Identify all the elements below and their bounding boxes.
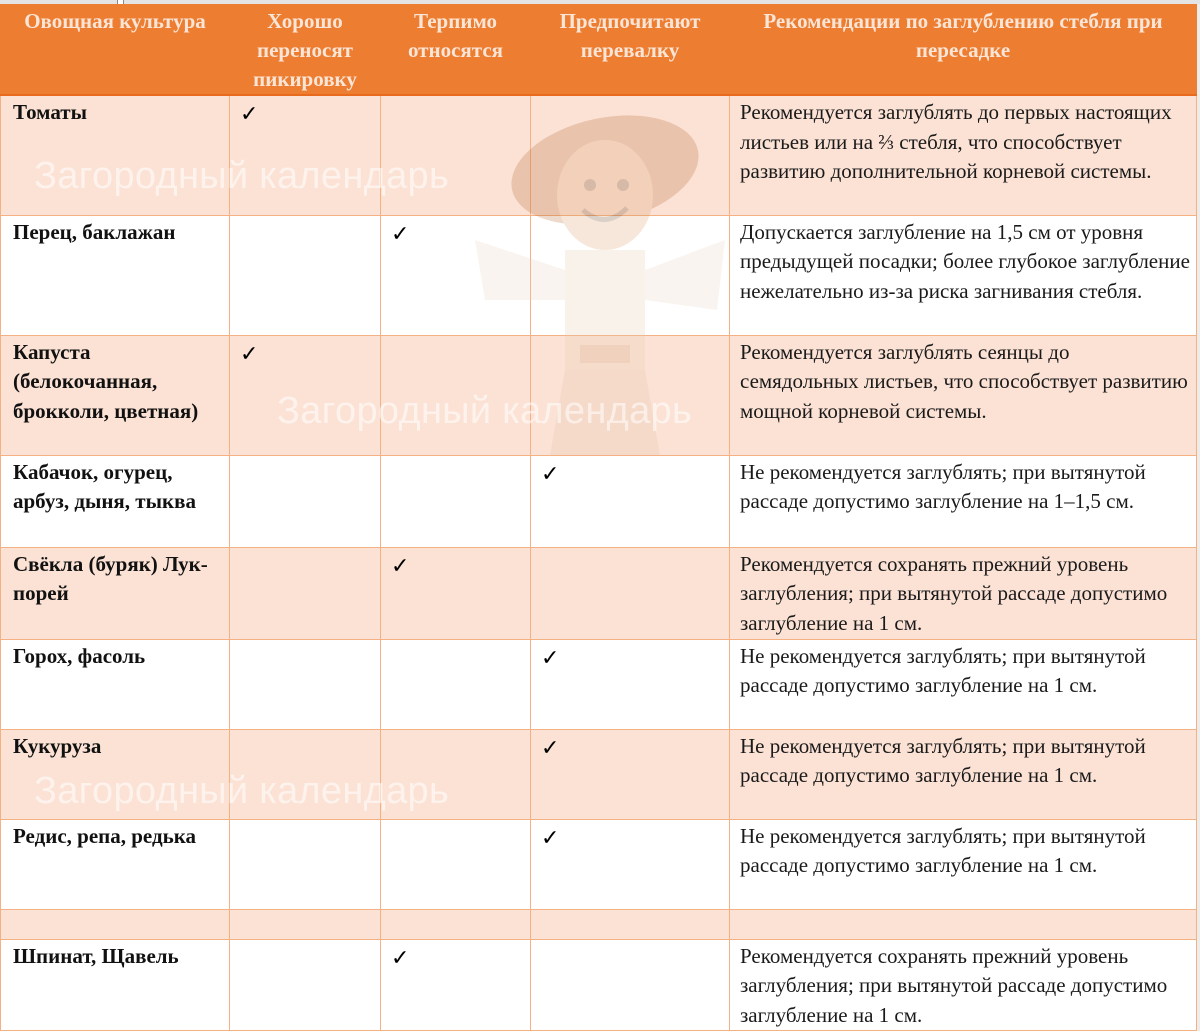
watermark-text: Загородный календарь (34, 155, 450, 197)
crop-name: Капуста (белокочанная, брокколи, цветная) (1, 335, 230, 455)
crop-name: Кукуруза (1, 729, 230, 819)
check-icon: ✓ (541, 735, 560, 761)
crop-name: Свёкла (буряк) Лук-порей (1, 547, 230, 639)
recommendation-text: Не рекомендуется заглублять; при вытянутой рассаде допустимо заглубление на 1 см. (730, 729, 1197, 819)
check-icon: ✓ (541, 461, 560, 487)
recommendation-text: Рекомендуется заглублять до первых настоящих листьев или на ⅔ стебля, что способствует развитию дополнительной корневой системы. (730, 95, 1197, 215)
table-row (1, 729, 1197, 819)
check-icon: ✓ (391, 945, 410, 971)
header-prefer-transfer: Предпочитают перевалку (531, 5, 730, 96)
check-icon: ✓ (391, 553, 410, 579)
check-icon: ✓ (541, 825, 560, 851)
recommendation-text: Не рекомендуется заглублять; при вытянутой рассаде допустимо заглубление на 1 см. (730, 639, 1197, 729)
table-row (1, 215, 1197, 335)
recommendation-text: Не рекомендуется заглублять; при вытянутой рассаде допустимо заглубление на 1–1,5 см. (730, 455, 1197, 547)
recommendation-text: Рекомендуется сохранять прежний уровень заглубления; при вытянутой рассаде допустимо заглубление на 1 см. (730, 939, 1197, 1031)
table-row (1, 939, 1197, 1031)
table-row (1, 819, 1197, 909)
table-row (1, 455, 1197, 547)
header-good-picking: Хорошо переносят пикировку (230, 5, 381, 96)
header-recommendation: Рекомендации по заглублению стебля при пересадке (730, 5, 1197, 96)
table-header-row (1, 5, 1197, 96)
header-tolerant: Терпимо относятся (381, 5, 531, 96)
table-row-empty (1, 909, 1197, 939)
watermark-text: Загородный календарь (277, 390, 693, 432)
crop-name: Перец, баклажан (1, 215, 230, 335)
recommendation-text: Не рекомендуется заглублять; при вытянутой рассаде допустимо заглубление на 1 см. (730, 819, 1197, 909)
watermark-text: Загородный календарь (34, 770, 450, 812)
table-row (1, 547, 1197, 639)
crop-name: Горох, фасоль (1, 639, 230, 729)
crop-name: Кабачок, огурец, арбуз, дыня, тыква (1, 455, 230, 547)
crop-name: Шпинат, Щавель (1, 939, 230, 1031)
crop-name (1, 909, 230, 939)
crop-name: Редис, репа, редька (1, 819, 230, 909)
check-icon: ✓ (391, 221, 410, 247)
check-icon: ✓ (240, 341, 259, 367)
table-row (1, 95, 1197, 215)
recommendation-text: Рекомендуется заглублять сеянцы до семядольных листьев, что способствует развитию мощной корневой системы. (730, 335, 1197, 455)
transplant-table (0, 4, 1197, 1031)
crop-name: Томаты (1, 95, 230, 215)
recommendation-text: Допускается заглубление на 1,5 см от уровня предыдущей посадки; более глубокое заглубление нежелательно из-за риска загнивания стебля. (730, 215, 1197, 335)
recommendation-text (730, 909, 1197, 939)
table-row (1, 639, 1197, 729)
check-icon: ✓ (541, 645, 560, 671)
check-icon: ✓ (240, 102, 259, 127)
recommendation-text: Рекомендуется сохранять прежний уровень заглубления; при вытянутой рассаде допустимо заглубление на 1 см. (730, 547, 1197, 639)
header-crop: Овощная культура (1, 5, 230, 96)
table-row (1, 335, 1197, 455)
